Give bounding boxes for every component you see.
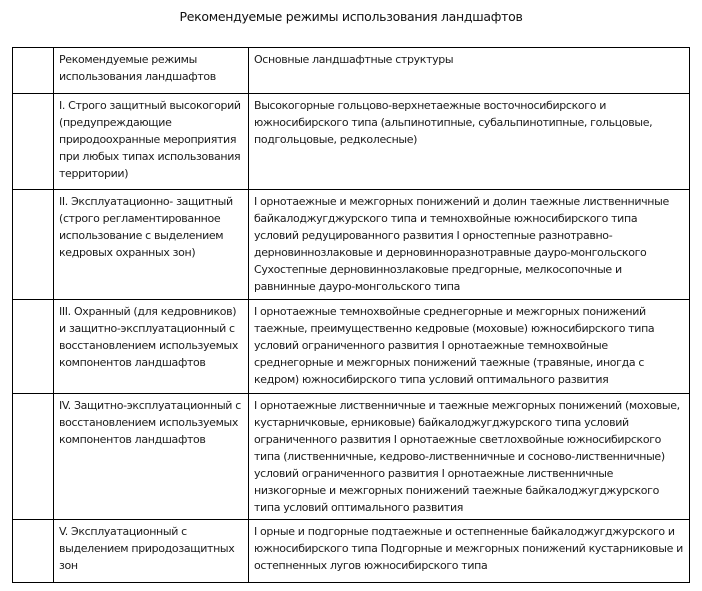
row-number-cell	[13, 94, 54, 190]
row-number-cell	[13, 520, 54, 583]
table-row	[13, 394, 690, 520]
row-structures-cell: I орнотаежные и межгорных понижений и долин таежные лиственничные байкалоджугджурского типа и темнохвойные южносибирского типа условий редуцированного развития I орностепные разнотравно-дерновиннозлаковые и дерновинноразнотравные дауро-монгольского Сухостепные дерновиннозлаковые предгорные, мелкосопочные и равнинные дауро-монгольского типа	[249, 190, 690, 300]
row-structures-cell: I орнотаежные темнохвойные среднегорные и межгорных понижений таежные, преимущественно кедровые (моховые) южносибирского типа условий ограниченного развития I орнотаежные темнохвойные среднегорные и межгорных понижений таежные (травяные, иногда с кедром) южносибирского типа условий оптимального развития	[249, 300, 690, 394]
row-structures-cell: Высокогорные гольцово-верхнетаежные восточносибирского и южносибирского типа (альпинотипные, субальпинотипные, гольцовые, подгольцовые, редколесные)	[249, 94, 690, 190]
header-cell-number	[13, 48, 54, 94]
landscape-modes-table	[12, 47, 690, 583]
header-cell-structures: Основные ландшафтные структуры	[249, 48, 690, 94]
row-number-cell	[13, 190, 54, 300]
row-structures-cell: I орнотаежные лиственничные и таежные межгорных понижений (моховые, кустарничковые, ерниковые) байкалоджугджурского типа условий ограниченного развития I орнотаежные светлохвойные южносибирского типа (лиственничные, кедрово-лиственничные и сосново-лиственничные) условий ограниченного развития I орнотаежные лиственничные низкогорные и межгорных понижений таежные байкалоджугджурского типа условий оптимального развития	[249, 394, 690, 520]
row-mode-cell: I. Строго защитный высокогорий (предупреждающие природоохранные мероприятия при любых типах использования территории)	[54, 94, 249, 190]
header-cell-mode: Рекомендуемые режимы использования ландшафтов	[54, 48, 249, 94]
row-mode-cell: IV. Защитно-эксплуатационный с восстановлением используемых компонентов ландшафтов	[54, 394, 249, 520]
table-row	[13, 520, 690, 583]
row-mode-cell: II. Эксплуатационно- защитный (строго регламентированное использование с выделением кедровых охранных зон)	[54, 190, 249, 300]
row-structures-cell: I орные и подгорные подтаежные и остепненные байкалоджугджурского и южносибирского типа Подгорные и межгорных понижений кустарниковые и остепненных лугов южносибирского типа	[249, 520, 690, 583]
table-row	[13, 300, 690, 394]
page-title: Рекомендуемые режимы использования ландшафтов	[179, 9, 523, 24]
table-header-row	[13, 48, 690, 94]
row-mode-cell: V. Эксплуатационный с выделением природозащитных зон	[54, 520, 249, 583]
row-number-cell	[13, 300, 54, 394]
table-row	[13, 190, 690, 300]
row-mode-cell: III. Охранный (для кедровников) и защитно-эксплуатационный с восстановлением используемых компонентов ландшафтов	[54, 300, 249, 394]
table-row	[13, 94, 690, 190]
row-number-cell	[13, 394, 54, 520]
